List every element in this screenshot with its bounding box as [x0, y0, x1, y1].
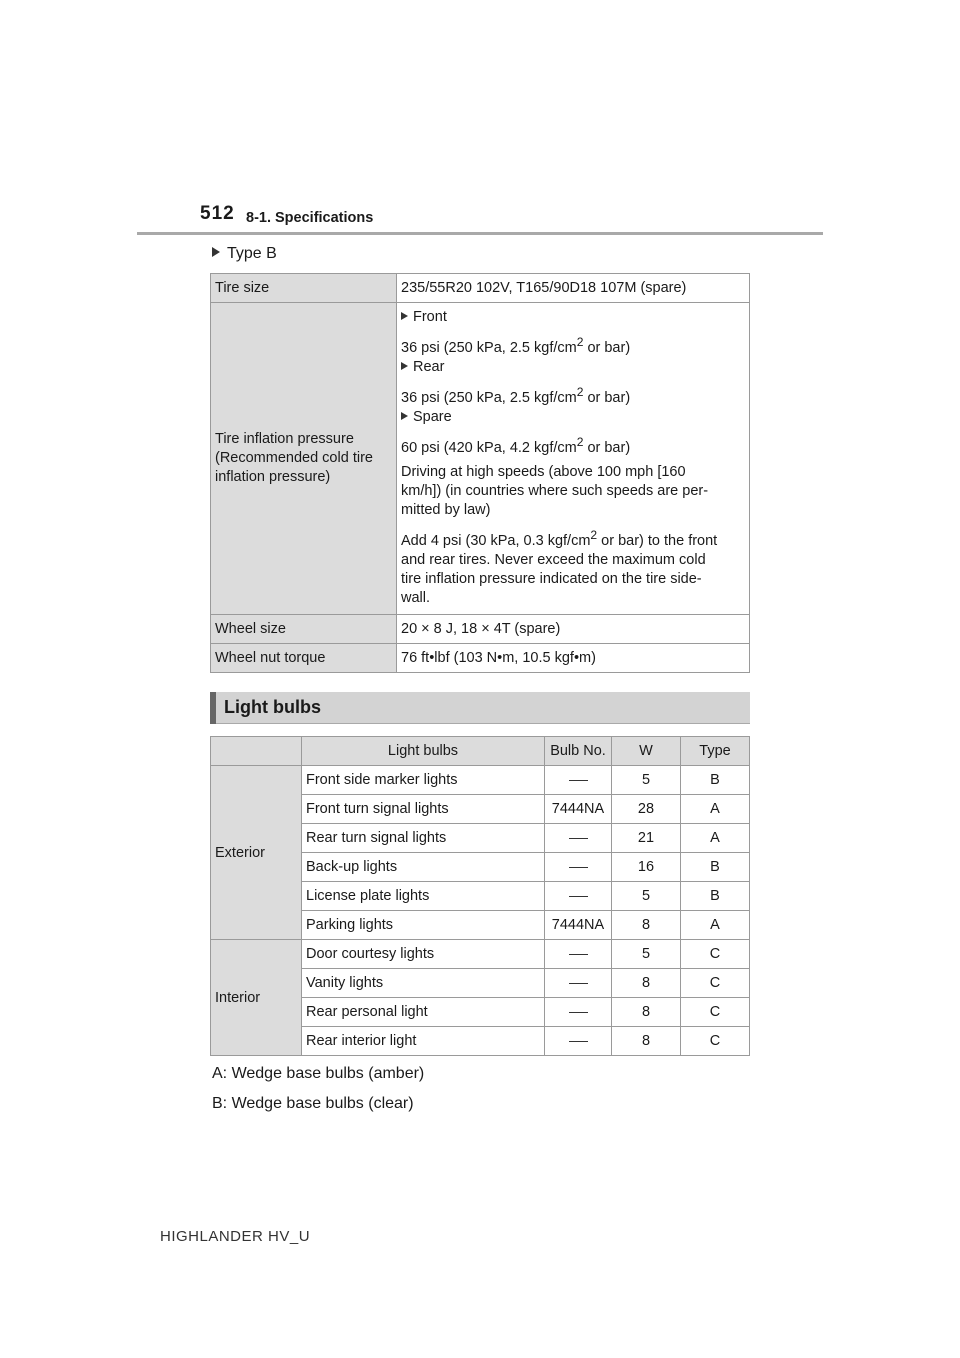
triangle-bullet-icon — [401, 312, 408, 320]
add-pressure-suffix: or bar) to the front — [597, 533, 718, 550]
triangle-bullet-icon — [401, 412, 408, 420]
table-row — [211, 274, 750, 303]
table-row — [211, 303, 750, 615]
heading-accent-bar — [210, 692, 216, 724]
watt-cell: 21 — [612, 824, 681, 853]
spare-value-text: 60 psi (420 kPa, 4.2 kgf/cm — [401, 439, 577, 456]
rear-value-text: 36 psi (250 kPa, 2.5 kgf/cm — [401, 389, 577, 406]
light-bulbs-heading — [210, 692, 750, 724]
watt-cell: 5 — [612, 940, 681, 969]
watt-cell: 28 — [612, 795, 681, 824]
em-dash — [569, 780, 588, 781]
bulb-name: Door courtesy lights — [302, 940, 545, 969]
inflation-label — [211, 303, 397, 615]
em-dash — [569, 1012, 588, 1013]
inflation-value — [397, 303, 750, 615]
note-b: B: Wedge base bulbs (clear) — [212, 1095, 414, 1112]
spare-label: Spare — [413, 408, 452, 425]
add-pressure-line: wall. — [401, 590, 431, 607]
blank-header-cell — [211, 737, 302, 766]
table-header-row — [211, 737, 750, 766]
superscript: 2 — [576, 384, 584, 399]
superscript: 2 — [576, 335, 584, 349]
spare-value — [401, 433, 745, 458]
section-title: 8-1. Specifications — [246, 210, 374, 226]
type-cell: A — [681, 911, 750, 940]
type-cell: C — [681, 969, 750, 998]
front-heading — [401, 308, 745, 327]
inflation-label-line: inflation pressure) — [215, 469, 331, 486]
table-row — [211, 644, 750, 673]
bulb-no-cell — [545, 766, 612, 795]
table-row — [211, 615, 750, 644]
col-header-type: Type — [681, 737, 750, 766]
interior-group-label: Interior — [211, 940, 302, 1056]
front-label: Front — [413, 309, 447, 325]
high-speed-line: mitted by law) — [401, 502, 491, 519]
rear-value — [401, 383, 745, 408]
bulb-name: License plate lights — [302, 882, 545, 911]
superscript: 2 — [590, 528, 598, 543]
col-header-w: W — [612, 737, 681, 766]
bulb-no-cell — [545, 969, 612, 998]
watt-cell: 5 — [612, 766, 681, 795]
add-pressure-line: and rear tires. Never exceed the maximum cold — [401, 552, 706, 569]
watt-cell: 8 — [612, 911, 681, 940]
type-cell: B — [681, 853, 750, 882]
em-dash — [569, 1041, 588, 1042]
spare-heading — [401, 408, 745, 427]
wheel-size-value: 20 × 8 J, 18 × 4T (spare) — [397, 615, 750, 644]
tire-spec-table — [210, 273, 750, 673]
rear-label: Rear — [413, 358, 445, 375]
watt-cell: 8 — [612, 969, 681, 998]
high-speed-line: km/h]) (in countries where such speeds are per- — [401, 483, 709, 500]
rear-value-suffix: or bar) — [583, 389, 631, 406]
light-bulbs-table — [210, 736, 750, 1056]
bulb-no-cell — [545, 940, 612, 969]
type-cell: A — [681, 824, 750, 853]
tire-size-value: 235/55R20 102V, T165/90D18 107M (spare) — [397, 274, 750, 303]
bulb-no-cell — [545, 853, 612, 882]
footer-model: HIGHLANDER HV_U — [160, 1228, 311, 1245]
bulb-no-cell: 7444NA — [545, 795, 612, 824]
triangle-bullet-icon — [212, 247, 220, 257]
watt-cell: 16 — [612, 853, 681, 882]
bulb-name: Back-up lights — [302, 853, 545, 882]
page-number: 512 — [200, 203, 235, 224]
type-cell: C — [681, 1027, 750, 1056]
em-dash — [569, 896, 588, 897]
exterior-group-label: Exterior — [211, 766, 302, 940]
type-cell: C — [681, 940, 750, 969]
front-value-suffix: or bar) — [583, 339, 631, 356]
bulb-name: Front turn signal lights — [302, 795, 545, 824]
wheel-nut-torque-label: Wheel nut torque — [211, 644, 397, 673]
tire-size-label: Tire size — [211, 274, 397, 303]
bulb-name: Rear personal light — [302, 998, 545, 1027]
wheel-nut-torque-value: 76 ft•lbf (103 N•m, 10.5 kgf•m) — [397, 644, 750, 673]
bulb-no-cell — [545, 882, 612, 911]
em-dash — [569, 983, 588, 984]
table-row — [211, 940, 750, 969]
type-label-text: Type B — [227, 245, 277, 262]
triangle-bullet-icon — [401, 362, 408, 370]
type-cell: B — [681, 766, 750, 795]
watt-cell: 8 — [612, 1027, 681, 1056]
bulb-no-cell — [545, 1027, 612, 1056]
bulb-name: Parking lights — [302, 911, 545, 940]
light-bulbs-title: Light bulbs — [224, 697, 321, 717]
bulb-name: Rear interior light — [302, 1027, 545, 1056]
em-dash — [569, 954, 588, 955]
header-rule — [137, 232, 823, 235]
superscript: 2 — [576, 434, 584, 449]
bulb-no-cell — [545, 824, 612, 853]
table-row — [211, 766, 750, 795]
spare-value-suffix: or bar) — [583, 439, 631, 456]
add-pressure-line: tire inflation pressure indicated on the tire side- — [401, 571, 702, 588]
add-pressure-line — [401, 526, 745, 551]
bulb-name: Rear turn signal lights — [302, 824, 545, 853]
em-dash — [569, 838, 588, 839]
add-pressure-text: Add 4 psi (30 kPa, 0.3 kgf/cm — [401, 533, 591, 550]
bulb-no-cell: 7444NA — [545, 911, 612, 940]
type-label — [212, 245, 277, 263]
front-value — [401, 333, 745, 358]
rear-heading — [401, 358, 745, 377]
col-header-bulb-no: Bulb No. — [545, 737, 612, 766]
type-cell: C — [681, 998, 750, 1027]
type-cell: A — [681, 795, 750, 824]
front-value-text: 36 psi (250 kPa, 2.5 kgf/cm — [401, 339, 577, 356]
bulb-name: Vanity lights — [302, 969, 545, 998]
bulb-name: Front side marker lights — [302, 766, 545, 795]
inflation-label-line: Tire inflation pressure — [215, 431, 354, 448]
watt-cell: 5 — [612, 882, 681, 911]
type-cell: B — [681, 882, 750, 911]
wheel-size-label: Wheel size — [211, 615, 397, 644]
em-dash — [569, 867, 588, 868]
inflation-label-line: (Recommended cold tire — [215, 450, 373, 467]
high-speed-line: Driving at high speeds (above 100 mph [160 — [401, 464, 686, 481]
col-header-light-bulbs: Light bulbs — [302, 737, 545, 766]
bulb-no-cell — [545, 998, 612, 1027]
note-a: A: Wedge base bulbs (amber) — [212, 1065, 425, 1082]
watt-cell: 8 — [612, 998, 681, 1027]
